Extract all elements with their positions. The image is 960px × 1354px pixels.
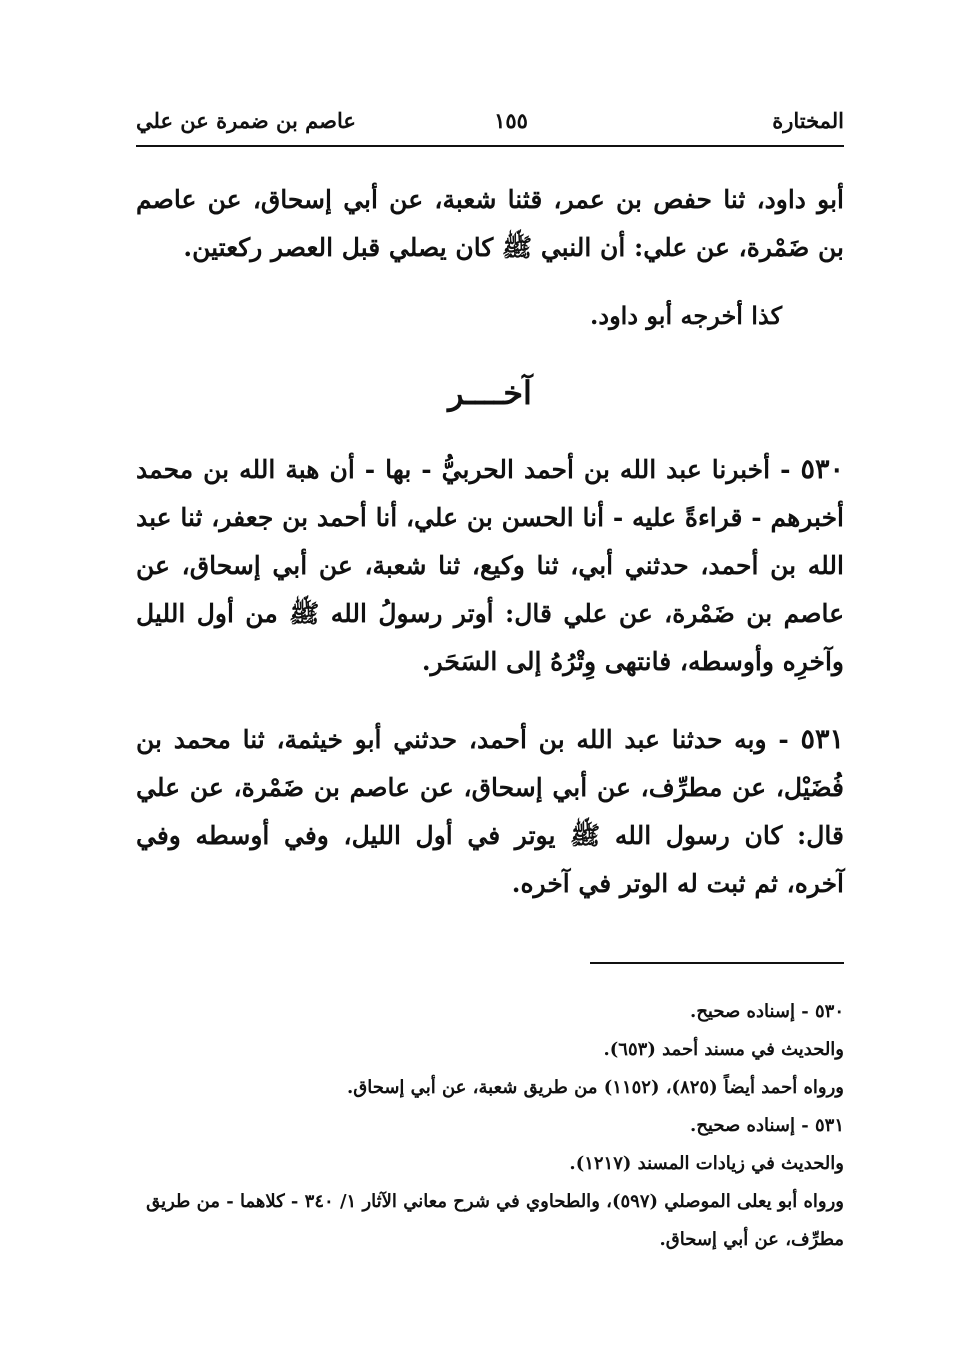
footnote-530-other: ورواه أحمد أيضاً (٨٢٥)، (١١٥٢) من طريق شعبة، عن أبي إسحاق. xyxy=(347,1077,844,1098)
paragraph-hadith-530 xyxy=(136,446,844,686)
hadith-text-531: - وبه حدثنا عبد الله بن أحمد، حدثني أبو خيثمة، ثنا محمد بن فُضَيْل، عن مطرِّف، عن أبي إسحاق، عن عاصم بن ضَمْرة، عن علي قال: كان رسول الله ﷺ يوتر في أول الليل، وفي أوسطه وفي آخره، ثم ثبت له الوتر في آخره. xyxy=(136,725,844,898)
page-number: ١٥٥ xyxy=(494,108,528,133)
paragraph-takhrij-note: كذا أخرجه أبو داود. xyxy=(590,301,782,330)
footnote-531-source: والحديث في زيادات المسند (١٢١٧). xyxy=(569,1153,844,1174)
hadith-number-530: ٥٣٠ xyxy=(800,454,844,485)
book-title: المختارة xyxy=(772,108,844,133)
footnote-531-other: ورواه أبو يعلى الموصلي (٥٩٧)، والطحاوي في شرح معاني الآثار ١/ ٣٤٠ - كلاهما - من طريق مطرِّف، عن أبي إسحاق. xyxy=(146,1191,844,1250)
hadith-number-531: ٥٣١ xyxy=(800,724,844,755)
chapter-title: عاصم بن ضمرة عن علي xyxy=(136,108,356,133)
footnote-rule xyxy=(590,962,844,964)
footnote-531-grade: ٥٣١ - إسناده صحيح. xyxy=(690,1115,844,1136)
hadith-text-530: - أخبرنا عبد الله بن أحمد الحربيُّ - بها - أن هبة الله بن محمد أخبرهم - قراءةً عليه - أنا الحسن بن علي، أنا أحمد بن جعفر، ثنا عبد الله بن أحمد، حدثني أبي، ثنا وكيع، ثنا شعبة، عن أبي إسحاق، عن عاصم بن ضَمْرة، عن علي قال: أوتر رسولُ الله ﷺ من أول الليل وآخرِه وأوسطه، فانتهى وِتْرُهُ إلى السَحَر. xyxy=(136,455,844,676)
footnote-530-grade: ٥٣٠ - إسناده صحيح. xyxy=(690,1001,844,1022)
header-rule xyxy=(136,145,844,147)
paragraph-hadith-abu-dawud: أبو داود، ثنا حفص بن عمر، قثنا شعبة، عن أبي إسحاق، عن عاصم بن ضَمْرة، عن علي: أن النبي ﷺ كان يصلي قبل العصر ركعتين. xyxy=(136,185,844,262)
footnote-530-source: والحديث في مسند أحمد (٦٥٣). xyxy=(603,1039,844,1060)
paragraph-hadith-531 xyxy=(136,716,844,908)
page-header xyxy=(136,108,844,142)
section-title: آخــــر xyxy=(448,374,532,412)
